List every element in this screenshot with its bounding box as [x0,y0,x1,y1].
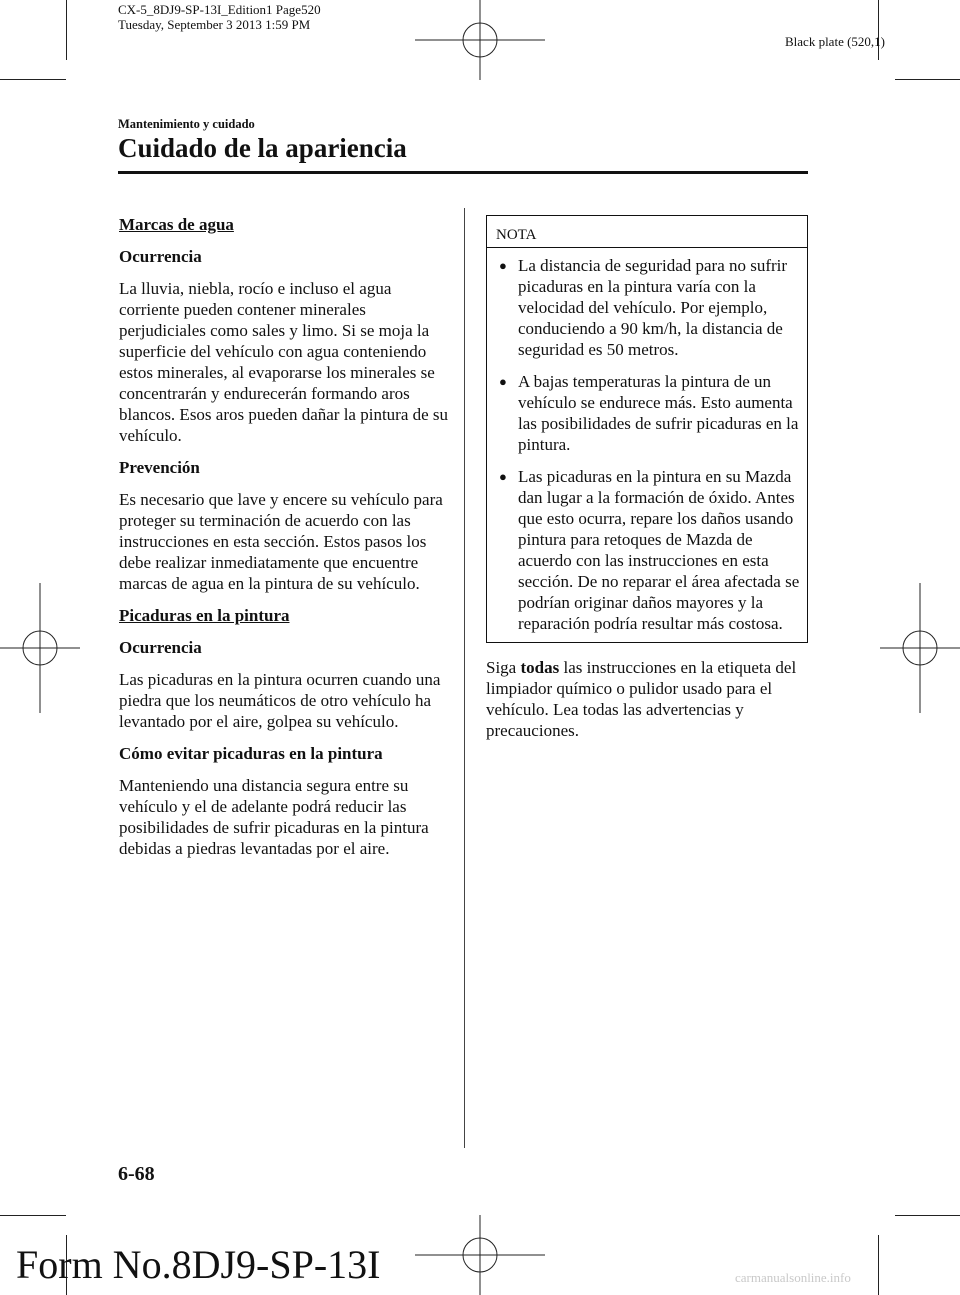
instructions-text-end: las instrucciones en la etiqueta del limpiador químico o pulidor usado para el vehículo. Lea todas las advertencias y precauciones. [486,658,797,740]
registration-mark-left [0,583,80,713]
crop-mark [878,1235,879,1295]
note-item-text: La distancia de seguridad para no sufrir picaduras en la pintura varía con la velocidad del vehículo. Por ejemplo, conduciendo a 90 km/h, la distancia de seguridad es 50 metros. [518,256,788,359]
note-list [487,248,807,642]
section-label: Mantenimiento y cuidado [118,117,255,131]
water-marks-occurrence-text: La lluvia, niebla, rocío e incluso el agua corriente pueden contener minerales perjudiciales como sales y limo. Si se moja la superficie del vehículo con agua conteniendo estos minerales, al evaporarse los minerales se concentrarán y endurecerán formando aros blancos. Esos aros pueden dañar la pintura de su vehículo. [119,279,449,445]
print-info [118,2,321,32]
crop-mark [878,0,879,60]
water-marks-heading: Marcas de agua [119,215,234,234]
note-item [497,371,803,455]
note-title: NOTA [487,216,807,248]
note-box [486,215,808,643]
water-marks-prevention-label: Prevención [119,458,200,477]
bullet-icon: ● [499,469,507,484]
crop-mark [0,79,66,80]
page-number: 6-68 [118,1163,155,1185]
water-marks-prevention-text: Es necesario que lave y encere su vehículo para proteger su terminación de acuerdo con las instrucciones en esta sección. Estos pasos los debe realizar inmediatamente que encuentre marcas de agua en la pintura de su vehículo. [119,490,443,593]
watermark: carmanualsonline.info [735,1270,851,1285]
print-info-date: Tuesday, September 3 2013 1:59 PM [118,17,311,32]
registration-mark-top [415,0,545,80]
water-marks-occurrence-label: Ocurrencia [119,247,202,266]
right-column [486,215,808,752]
paint-chips-occurrence-label: Ocurrencia [119,638,202,657]
note-item [497,466,803,634]
note-item [497,255,803,360]
page-title: Cuidado de la apariencia [118,133,407,163]
plate-label: Black plate (520,1) [785,34,885,49]
crop-mark [0,1215,66,1216]
registration-mark-right [880,583,960,713]
title-rule [118,171,808,174]
paint-chips-avoid-label: Cómo evitar picaduras en la pintura [119,744,383,763]
registration-mark-bottom [415,1215,545,1295]
print-info-file: CX-5_8DJ9-SP-13I_Edition1 Page520 [118,2,321,17]
form-number: Form No.8DJ9-SP-13I [16,1242,381,1287]
bullet-icon: ● [499,258,507,273]
crop-mark [895,79,960,80]
column-divider [464,208,465,1148]
instructions-paragraph [486,657,808,741]
crop-mark [895,1215,960,1216]
paint-chips-heading: Picaduras en la pintura [119,606,290,625]
left-column [119,214,449,870]
instructions-text-start: Siga [486,658,521,677]
note-item-text: A bajas temperaturas la pintura de un vehículo se endurece más. Esto aumenta las posibilidades de sufrir picaduras en la pintura. [518,372,799,454]
note-item-text: Las picaduras en la pintura en su Mazda dan lugar a la formación de óxido. Antes que esto ocurra, repare los daños usando pintura para retoques de Mazda de acuerdo con las instrucciones en esta sección. De no reparar el área afectada se podrían originar daños mayores y la reparación podría resultar más costosa. [518,467,800,633]
crop-mark [66,0,67,60]
bullet-icon: ● [499,374,507,389]
instructions-emphasis: todas [520,658,560,677]
paint-chips-avoid-text: Manteniendo una distancia segura entre su vehículo y el de adelante podrá reducir las posibilidades de sufrir picaduras en la pintura debidas a piedras levantadas por el aire. [119,776,429,858]
paint-chips-occurrence-text: Las picaduras en la pintura ocurren cuando una piedra que los neumáticos de otro vehículo ha levantado por el aire, golpea su vehículo. [119,670,441,731]
